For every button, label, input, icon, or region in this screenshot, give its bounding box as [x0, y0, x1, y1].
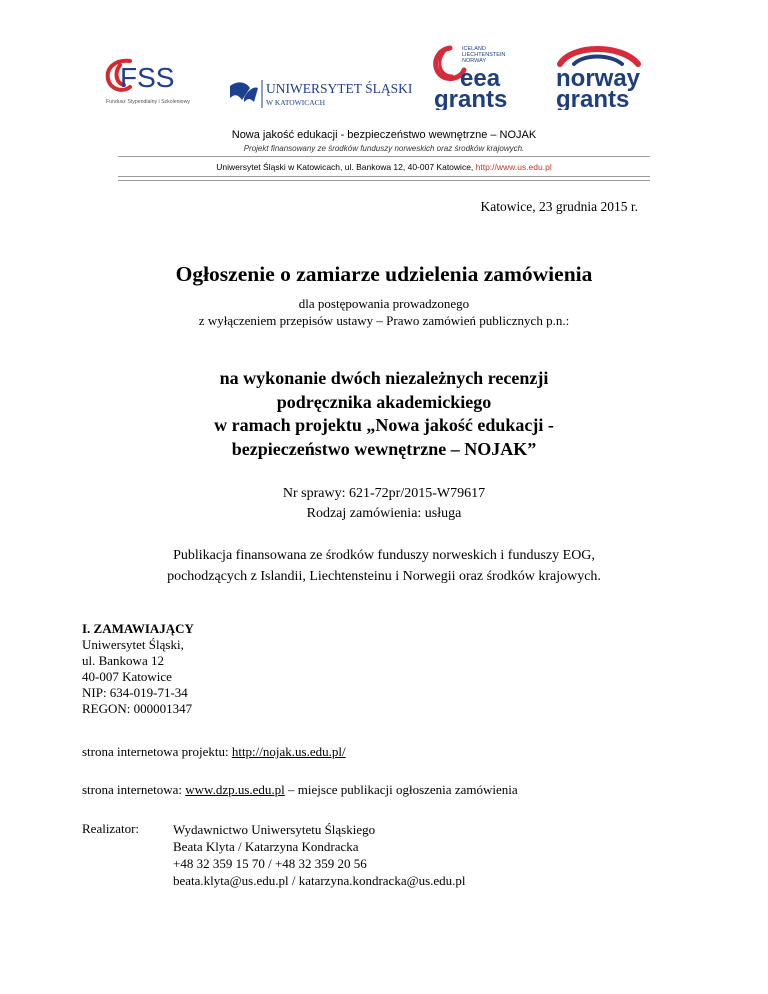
eea-grants-text: grants	[434, 86, 508, 110]
realizator-contacts: Beata Klyta / Katarzyna Kondracka	[173, 839, 359, 854]
publication-note	[0, 545, 768, 587]
university-name: UNIWERSYTET ŚLĄSKI	[266, 81, 413, 96]
header-url-link[interactable]: http://www.us.edu.pl	[475, 162, 552, 172]
realizator-publisher: Wydawnictwo Uniwersytetu Śląskiego	[173, 822, 376, 837]
fss-logo-subtitle: Fundusz Stypendialny i Szkoleniowy	[106, 99, 190, 105]
project-website-link[interactable]: http://nojak.us.edu.pl/	[231, 744, 346, 759]
project-title-header: Nowa jakość edukacji - bezpieczeństwo wewnętrzne – NOJAK	[231, 129, 537, 141]
norway-grants-text: grants	[556, 86, 630, 110]
header-divider-top	[118, 156, 650, 157]
authority-regon: REGON: 000001347	[82, 701, 193, 716]
eea-grants-logo	[432, 42, 542, 110]
publication-line-2: pochodzących z Islandii, Liechtensteinu i Norwegii oraz środków krajowych.	[167, 569, 601, 584]
authority-street: ul. Bankowa 12	[82, 653, 164, 668]
order-type: Rodzaj zamówienia: usługa	[306, 506, 462, 521]
realizator-label: Realizator:	[82, 821, 140, 836]
project-website-line	[82, 744, 346, 760]
norway-text: norway	[556, 65, 641, 92]
fss-logo-text: FSS	[120, 62, 175, 93]
document-title: Ogłoszenie o zamiarze udzielenia zamówienia	[175, 262, 593, 286]
subtitle-line-2: z wyłączeniem przepisów ustawy – Prawo zamówień publicznych p.n.:	[198, 313, 570, 328]
section-heading: I. ZAMAWIAJĄCY	[82, 621, 194, 636]
fss-logo	[100, 55, 200, 107]
publication-line-1: Publikacja finansowana ze środków funduszy norweskich i funduszy EOG,	[173, 548, 595, 563]
university-logo	[228, 76, 428, 110]
subject-line-3: w ramach projektu „Nowa jakość edukacji -	[214, 415, 554, 435]
subject-line-1: na wykonanie dwóch niezależnych recenzji	[219, 368, 549, 388]
funding-note: Projekt finansowany ze środków funduszy norweskich oraz środków krajowych.	[243, 144, 525, 153]
university-city: W KATOWICACH	[266, 98, 326, 107]
header-address: Uniwersytet Śląski w Katowicach, ul. Bankowa 12, 40-007 Katowice,	[216, 162, 476, 172]
norway-grants-logo	[552, 42, 662, 110]
project-website-label: strona internetowa projektu:	[82, 744, 232, 759]
eea-small-2: LIECHTENSTEIN	[462, 52, 506, 58]
authority-name: Uniwersytet Śląski,	[82, 637, 184, 652]
eea-small-1: ICELAND	[462, 46, 486, 52]
main-website-link[interactable]: www.dzp.us.edu.pl	[185, 782, 285, 797]
authority-nip: NIP: 634-019-71-34	[82, 685, 188, 700]
subtitle-line-1: dla postępowania prowadzonego	[298, 296, 470, 311]
main-website-suffix: – miejsce publikacji ogłoszenia zamówienia	[284, 782, 518, 797]
subject-line-2: podręcznika akademickiego	[276, 391, 492, 412]
order-subject	[0, 367, 768, 461]
header-divider-bottom-2	[118, 180, 650, 181]
section-contracting-authority	[82, 621, 194, 717]
header-address-line	[0, 162, 768, 172]
subject-line-4: bezpieczeństwo wewnętrzne – NOJAK”	[231, 438, 537, 459]
document-date: Katowice, 23 grudnia 2015 r.	[480, 199, 638, 214]
main-website-line	[82, 782, 518, 798]
eea-text: eea	[460, 65, 501, 92]
main-website-label: strona internetowa:	[82, 782, 186, 797]
realizator-details	[173, 821, 466, 889]
eea-small-3: NORWAY	[462, 58, 487, 64]
realizator-emails: beata.klyta@us.edu.pl / katarzyna.kondracka@us.edu.pl	[173, 873, 466, 888]
realizator-phones: +48 32 359 15 70 / +48 32 359 20 56	[173, 856, 367, 871]
header-divider-bottom	[118, 176, 650, 177]
authority-city: 40-007 Katowice	[82, 669, 172, 684]
case-number: Nr sprawy: 621-72pr/2015-W79617	[282, 486, 486, 501]
